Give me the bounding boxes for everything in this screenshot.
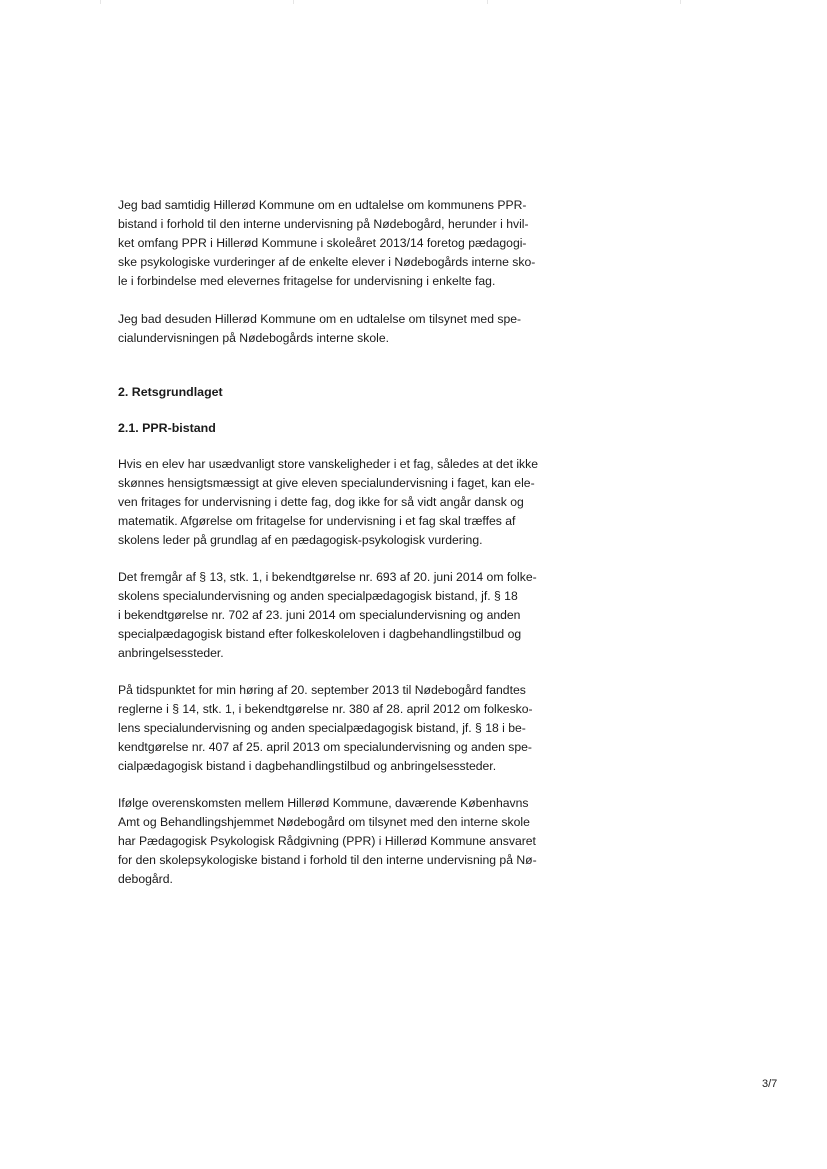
text-line: skolens specialundervisning og anden specialpædagogisk bistand, jf. § 18 (118, 589, 518, 603)
text-line: ske psykologiske vurderinger af de enkelte elever i Nødebogårds interne sko- (118, 255, 536, 269)
scan-mark (680, 0, 681, 4)
text-line: Ifølge overenskomsten mellem Hillerød Kommune, daværende Københavns (118, 796, 529, 810)
text-line: kendtgørelse nr. 407 af 25. april 2013 om specialundervisning og anden spe- (118, 740, 532, 754)
text-line: for den skolepsykologiske bistand i forhold til den interne undervisning på Nø- (118, 853, 537, 867)
paragraph-agreement (118, 794, 588, 889)
text-line: bistand i forhold til den interne undervisning på Nødebogård, herunder i hvil- (118, 217, 529, 231)
text-line: cialundervisningen på Nødebogårds interne skole. (118, 331, 389, 345)
scan-mark (487, 0, 488, 4)
text-line: anbringelsessteder. (118, 646, 224, 660)
subsection-heading-ppr-bistand: 2.1. PPR-bistand (118, 421, 216, 435)
text-line: matematik. Afgørelse om fritagelse for undervisning i et fag skal træffes af (118, 514, 516, 528)
paragraph-current-regulation (118, 568, 588, 663)
text-line: På tidspunktet for min høring af 20. september 2013 til Nødebogård fandtes (118, 683, 526, 697)
text-line: i bekendtgørelse nr. 702 af 23. juni 2014 om specialundervisning og anden (118, 608, 521, 622)
text-line: reglerne i § 14, stk. 1, i bekendtgørelse nr. 380 af 28. april 2012 om folkesko- (118, 702, 533, 716)
scan-mark (293, 0, 294, 4)
text-line: Amt og Behandlingshjemmet Nødebogård om tilsynet med den interne skole (118, 815, 530, 829)
paragraph-exemption-rules (118, 455, 588, 550)
text-line: Det fremgår af § 13, stk. 1, i bekendtgørelse nr. 693 af 20. juni 2014 om folke- (118, 570, 537, 584)
text-line: Jeg bad samtidig Hillerød Kommune om en udtalelse om kommunens PPR- (118, 198, 527, 212)
text-line: har Pædagogisk Psykologisk Rådgivning (PPR) i Hillerød Kommune ansvaret (118, 834, 536, 848)
text-line: skolens leder på grundlag af en pædagogisk-psykologisk vurdering. (118, 533, 483, 547)
paragraph-supervision-request (118, 310, 588, 348)
paragraph-previous-regulation (118, 681, 588, 776)
text-line: cialpædagogisk bistand i dagbehandlingstilbud og anbringelsessteder. (118, 759, 497, 773)
text-line: Jeg bad desuden Hillerød Kommune om en udtalelse om tilsynet med spe- (118, 312, 522, 326)
text-line: Hvis en elev har usædvanligt store vanskeligheder i et fag, således at det ikke (118, 457, 539, 471)
text-line: skønnes hensigtsmæssigt at give eleven specialundervisning i faget, kan ele- (118, 476, 535, 490)
paragraph-ppr-request (118, 196, 588, 291)
page-number: 3/7 (762, 1078, 778, 1090)
text-line: ven fritages for undervisning i dette fag, dog ikke for så vidt angår dansk og (118, 495, 524, 509)
scan-mark (100, 0, 101, 4)
section-heading-retsgrundlaget: 2. Retsgrundlaget (118, 385, 223, 399)
document-body (118, 196, 588, 889)
text-line: ket omfang PPR i Hillerød Kommune i skoleåret 2013/14 foretog pædagogi- (118, 236, 527, 250)
text-line: specialpædagogisk bistand efter folkeskoleloven i dagbehandlingstilbud og (118, 627, 522, 641)
text-line: debogård. (118, 872, 173, 886)
text-line: lens specialundervisning og anden specialpædagogisk bistand, jf. § 18 i be- (118, 721, 526, 735)
text-line: le i forbindelse med elevernes fritagelse for undervisning i enkelte fag. (118, 274, 496, 288)
